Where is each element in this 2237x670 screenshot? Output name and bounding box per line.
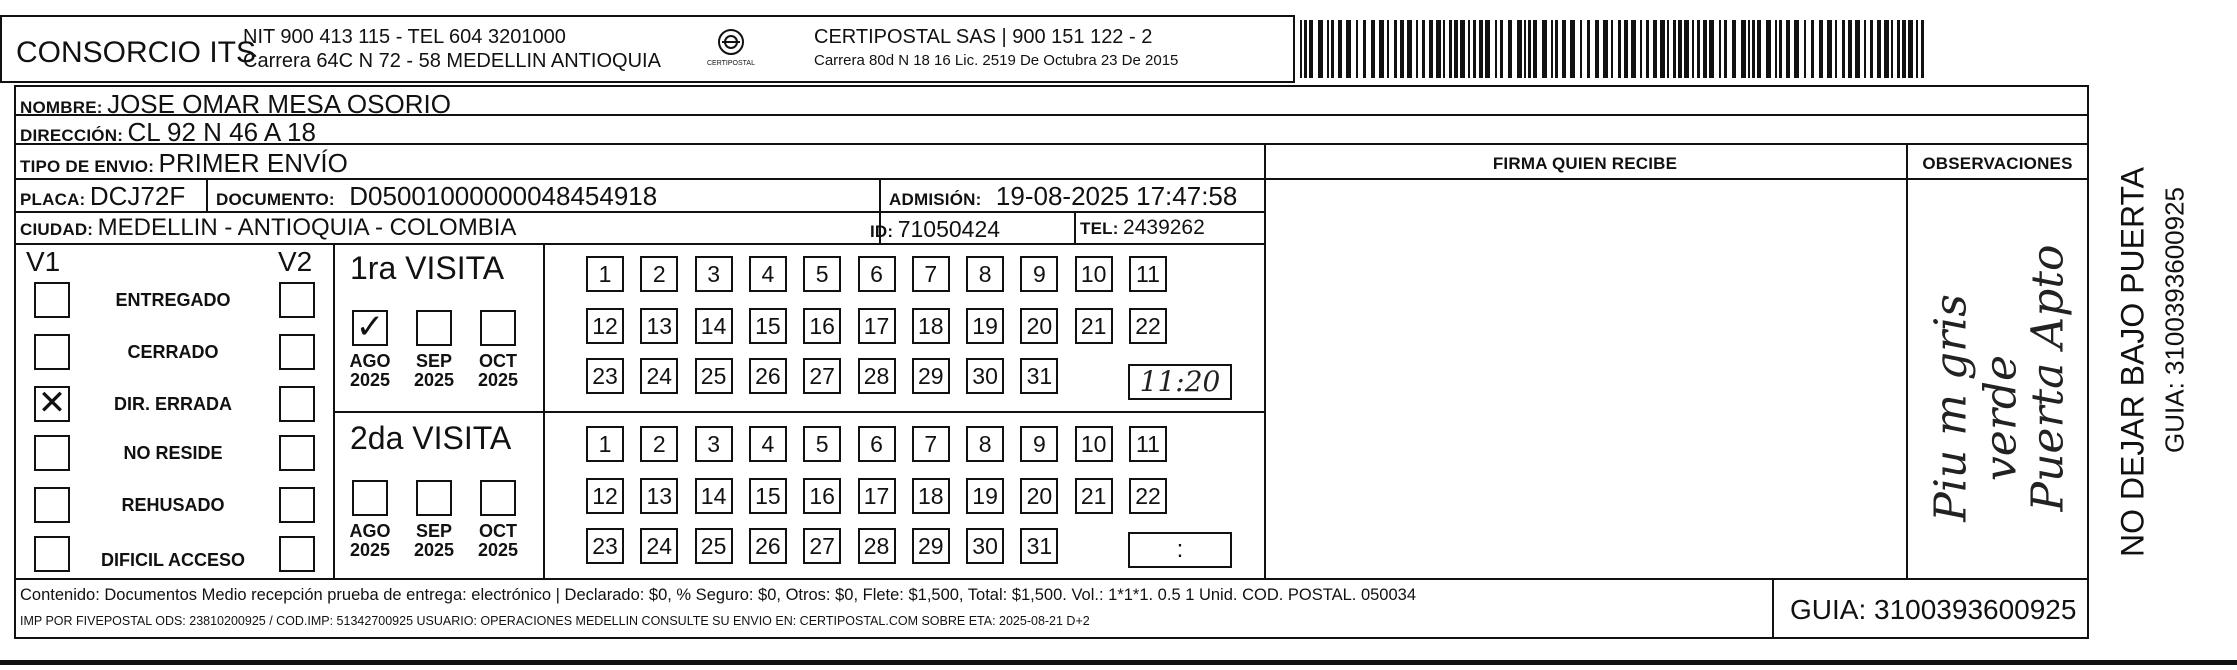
visit2-day-22[interactable]: 22 <box>1129 478 1167 514</box>
visit2-day-20[interactable]: 20 <box>1020 478 1058 514</box>
visit1-month-oct-label: OCT 2025 <box>477 351 519 390</box>
tipo-envio-value: PRIMER ENVÍO <box>158 148 348 178</box>
visit1-day-12[interactable]: 12 <box>586 308 624 344</box>
bottom-rule <box>0 660 2237 665</box>
admision-value: 19-08-2025 17:47:58 <box>995 181 1238 211</box>
status-rehusado: REHUSADO <box>121 495 225 515</box>
visit2-day-10[interactable]: 10 <box>1075 426 1113 462</box>
nit-line: NIT 900 413 115 - TEL 604 3201000 <box>243 26 566 48</box>
ciudad-value: MEDELLIN - ANTIOQUIA - COLOMBIA <box>97 214 517 241</box>
v1-label: V1 <box>26 246 61 277</box>
visit1-day-31[interactable]: 31 <box>1020 358 1058 394</box>
placa-row <box>20 181 185 212</box>
visit2-day-16[interactable]: 16 <box>803 478 841 514</box>
v1-checkbox-dir-errada[interactable]: ✕ <box>34 386 70 422</box>
visit1-title: 1ra VISITA <box>350 250 505 286</box>
direccion-value: CL 92 N 46 A 18 <box>127 117 316 147</box>
observaciones-line-1: Puerta Apto <box>2022 244 2074 512</box>
divider <box>1772 578 1774 639</box>
visit2-month-ago-checkbox[interactable] <box>352 480 388 516</box>
ciudad-label: CIUDAD: <box>20 220 94 239</box>
company-address: Carrera 64C N 72 - 58 MEDELLIN ANTIOQUIA <box>243 50 661 72</box>
visit1-day-25[interactable]: 25 <box>695 358 733 394</box>
divider <box>333 411 1264 413</box>
visit2-day-21[interactable]: 21 <box>1075 478 1113 514</box>
observaciones-line-3: Piu m gris <box>1925 294 1977 522</box>
admision-label: ADMISIÓN: <box>889 190 982 209</box>
v2-checkbox-rehusado[interactable] <box>279 487 315 523</box>
tipo-envio-label: TIPO DE ENVIO: <box>20 157 155 176</box>
visit1-day-3[interactable]: 3 <box>695 256 733 292</box>
v1-checkbox-rehusado[interactable] <box>34 487 70 523</box>
side-no-dejar: NO DEJAR BAJO PUERTA <box>2114 167 2151 557</box>
visit2-day-25[interactable]: 25 <box>695 528 733 564</box>
visit2-title: 2da VISITA <box>350 420 512 456</box>
firma-label: FIRMA QUIEN RECIBE <box>1492 154 1678 173</box>
visit2-day-30[interactable]: 30 <box>966 528 1004 564</box>
divider <box>1264 143 1266 578</box>
visit2-day-5[interactable]: 5 <box>803 426 841 462</box>
visit1-month-sep-checkbox[interactable] <box>416 310 452 346</box>
visit2-day-26[interactable]: 26 <box>749 528 787 564</box>
visit1-day-9[interactable]: 9 <box>1020 256 1058 292</box>
v1-checkbox-dificil-acceso[interactable] <box>34 536 70 572</box>
visit2-time-field[interactable] <box>1128 532 1232 568</box>
visit2-day-14[interactable]: 14 <box>695 478 733 514</box>
direccion-row <box>20 117 316 148</box>
visit2-day-15[interactable]: 15 <box>749 478 787 514</box>
id-label: ID: <box>870 222 894 241</box>
visit2-day-27[interactable]: 27 <box>803 528 841 564</box>
v2-checkbox-dir-errada[interactable] <box>279 386 315 422</box>
certipostal-line1: CERTIPOSTAL SAS | 900 151 122 - 2 <box>814 26 1153 48</box>
visit2-day-29[interactable]: 29 <box>912 528 950 564</box>
observaciones-line-2: verde <box>1975 354 2027 482</box>
visit1-day-19[interactable]: 19 <box>966 308 1004 344</box>
visit1-day-7[interactable]: 7 <box>912 256 950 292</box>
visit1-month-ago-label: AGO 2025 <box>349 351 391 390</box>
visit1-day-1[interactable]: 1 <box>586 256 624 292</box>
visit1-day-2[interactable]: 2 <box>640 256 678 292</box>
visit1-day-6[interactable]: 6 <box>858 256 896 292</box>
placa-label: PLACA: <box>20 190 86 209</box>
v2-checkbox-entregado[interactable] <box>279 282 315 318</box>
documento-label: DOCUMENTO: <box>216 190 335 209</box>
visit2-day-1[interactable]: 1 <box>586 426 624 462</box>
nombre-row <box>20 89 451 120</box>
visit2-day-17[interactable]: 17 <box>858 478 896 514</box>
visit2-month-oct-label: OCT 2025 <box>477 521 519 560</box>
id-row <box>870 216 1000 243</box>
visit1-month-ago-checkbox[interactable]: ✓ <box>352 310 388 346</box>
visit2-day-31[interactable]: 31 <box>1020 528 1058 564</box>
visit2-day-3[interactable]: 3 <box>695 426 733 462</box>
visit1-day-30[interactable]: 30 <box>966 358 1004 394</box>
id-value: 71050424 <box>897 216 1001 242</box>
visit1-day-17[interactable]: 17 <box>858 308 896 344</box>
side-guia: GUIA: 3100393600925 <box>2159 187 2190 453</box>
placa-value: DCJ72F <box>89 181 186 211</box>
visit1-day-21[interactable]: 21 <box>1075 308 1113 344</box>
v2-label: V2 <box>278 246 313 277</box>
visit1-day-10[interactable]: 10 <box>1075 256 1113 292</box>
visit2-day-8[interactable]: 8 <box>966 426 1004 462</box>
v2-checkbox-no-reside[interactable] <box>279 435 315 471</box>
nombre-value: JOSE OMAR MESA OSORIO <box>107 89 451 119</box>
visit1-day-13[interactable]: 13 <box>640 308 678 344</box>
visit1-time-field[interactable] <box>1128 364 1232 400</box>
company-name: CONSORCIO ITS <box>16 36 257 69</box>
visit1-day-29[interactable]: 29 <box>912 358 950 394</box>
tel-row <box>1080 216 1205 240</box>
visit1-time-value: 11:20 <box>1139 365 1221 398</box>
documento-value: D05001000000048454918 <box>349 181 658 211</box>
v1-checkbox-cerrado[interactable] <box>34 334 70 370</box>
visit2-day-7[interactable]: 7 <box>912 426 950 462</box>
logo-caption: CERTIPOSTAL <box>707 60 755 67</box>
tipo-envio-row <box>20 148 348 179</box>
observaciones-label: OBSERVACIONES <box>1922 154 2073 173</box>
visit1-day-28[interactable]: 28 <box>858 358 896 394</box>
v1-checkbox-no-reside[interactable] <box>34 435 70 471</box>
divider <box>14 578 2089 580</box>
visit2-day-23[interactable]: 23 <box>586 528 624 564</box>
divider <box>1074 211 1076 243</box>
visit1-day-18[interactable]: 18 <box>912 308 950 344</box>
barcode <box>1296 18 1932 80</box>
visit2-time-placeholder: : <box>1176 536 1184 563</box>
visit1-day-27[interactable]: 27 <box>803 358 841 394</box>
ciudad-row <box>20 214 516 242</box>
tel-value: 2439262 <box>1123 216 1205 239</box>
visit2-day-13[interactable]: 13 <box>640 478 678 514</box>
visit2-month-sep-label: SEP 2025 <box>413 521 455 560</box>
visit1-day-20[interactable]: 20 <box>1020 308 1058 344</box>
visit1-day-23[interactable]: 23 <box>586 358 624 394</box>
documento-row <box>216 181 657 212</box>
divider <box>14 243 1264 245</box>
visit2-day-9[interactable]: 9 <box>1020 426 1058 462</box>
nombre-label: NOMBRE: <box>20 98 103 117</box>
visit1-month-oct-checkbox[interactable] <box>480 310 516 346</box>
visit2-day-19[interactable]: 19 <box>966 478 1004 514</box>
visit2-day-11[interactable]: 11 <box>1129 426 1167 462</box>
visit1-day-22[interactable]: 22 <box>1129 308 1167 344</box>
visit1-day-11[interactable]: 11 <box>1129 256 1167 292</box>
footer-imp: IMP POR FIVEPOSTAL ODS: 23810200925 / COD.IMP: 51342700925 USUARIO: OPERACIONES MEDELLIN CONSULTE SU ENVIO EN: CERTIPOSTAL.COM SOBRE ETA: 2025-08-21 D+2 <box>20 614 1090 628</box>
visit2-day-4[interactable]: 4 <box>749 426 787 462</box>
v2-checkbox-dificil-acceso[interactable] <box>279 536 315 572</box>
visit2-day-12[interactable]: 12 <box>586 478 624 514</box>
visit1-month-sep-label: SEP 2025 <box>413 351 455 390</box>
status-entregado: ENTREGADO <box>115 290 231 310</box>
visit1-day-24[interactable]: 24 <box>640 358 678 394</box>
visit1-day-5[interactable]: 5 <box>803 256 841 292</box>
visit2-day-6[interactable]: 6 <box>858 426 896 462</box>
divider <box>14 143 2089 145</box>
status-dificil-acceso: DIFICIL ACCESO <box>100 550 245 570</box>
certipostal-line2: Carrera 80d N 18 16 Lic. 2519 De Octubra 23 De 2015 <box>814 52 1179 69</box>
visit1-day-8[interactable]: 8 <box>966 256 1004 292</box>
visit2-day-24[interactable]: 24 <box>640 528 678 564</box>
visit2-month-ago-label: AGO 2025 <box>349 521 391 560</box>
status-cerrado: CERRADO <box>127 342 219 362</box>
visit1-day-16[interactable]: 16 <box>803 308 841 344</box>
status-no-reside: NO RESIDE <box>123 443 223 463</box>
visit1-day-4[interactable]: 4 <box>749 256 787 292</box>
visit2-month-sep-checkbox[interactable] <box>416 480 452 516</box>
visit1-day-14[interactable]: 14 <box>695 308 733 344</box>
visit2-day-2[interactable]: 2 <box>640 426 678 462</box>
footer-guia: GUIA: 3100393600925 <box>1790 594 2077 625</box>
tel-label: TEL: <box>1080 219 1119 238</box>
visit2-day-18[interactable]: 18 <box>912 478 950 514</box>
footer-contenido: Contenido: Documentos Medio recepción prueba de entrega: electrónico | Declarado: $0, % Seguro: $0, Otros: $0, Flete: $1,500, Total: $1,500. Vol.: 1*1*1. 0.5 1 Unid. COD. POSTAL. 050034 <box>20 586 1417 604</box>
v1-checkbox-entregado[interactable] <box>34 282 70 318</box>
direccion-label: DIRECCIÓN: <box>20 126 124 145</box>
visit1-day-26[interactable]: 26 <box>749 358 787 394</box>
divider <box>206 178 208 211</box>
admision-row <box>889 181 1237 212</box>
observaciones-handwriting <box>1906 178 2089 578</box>
visit1-day-15[interactable]: 15 <box>749 308 787 344</box>
v2-checkbox-cerrado[interactable] <box>279 334 315 370</box>
status-dir-errada: DIR. ERRADA <box>113 394 232 414</box>
visit2-day-28[interactable]: 28 <box>858 528 896 564</box>
visit2-month-oct-checkbox[interactable] <box>480 480 516 516</box>
